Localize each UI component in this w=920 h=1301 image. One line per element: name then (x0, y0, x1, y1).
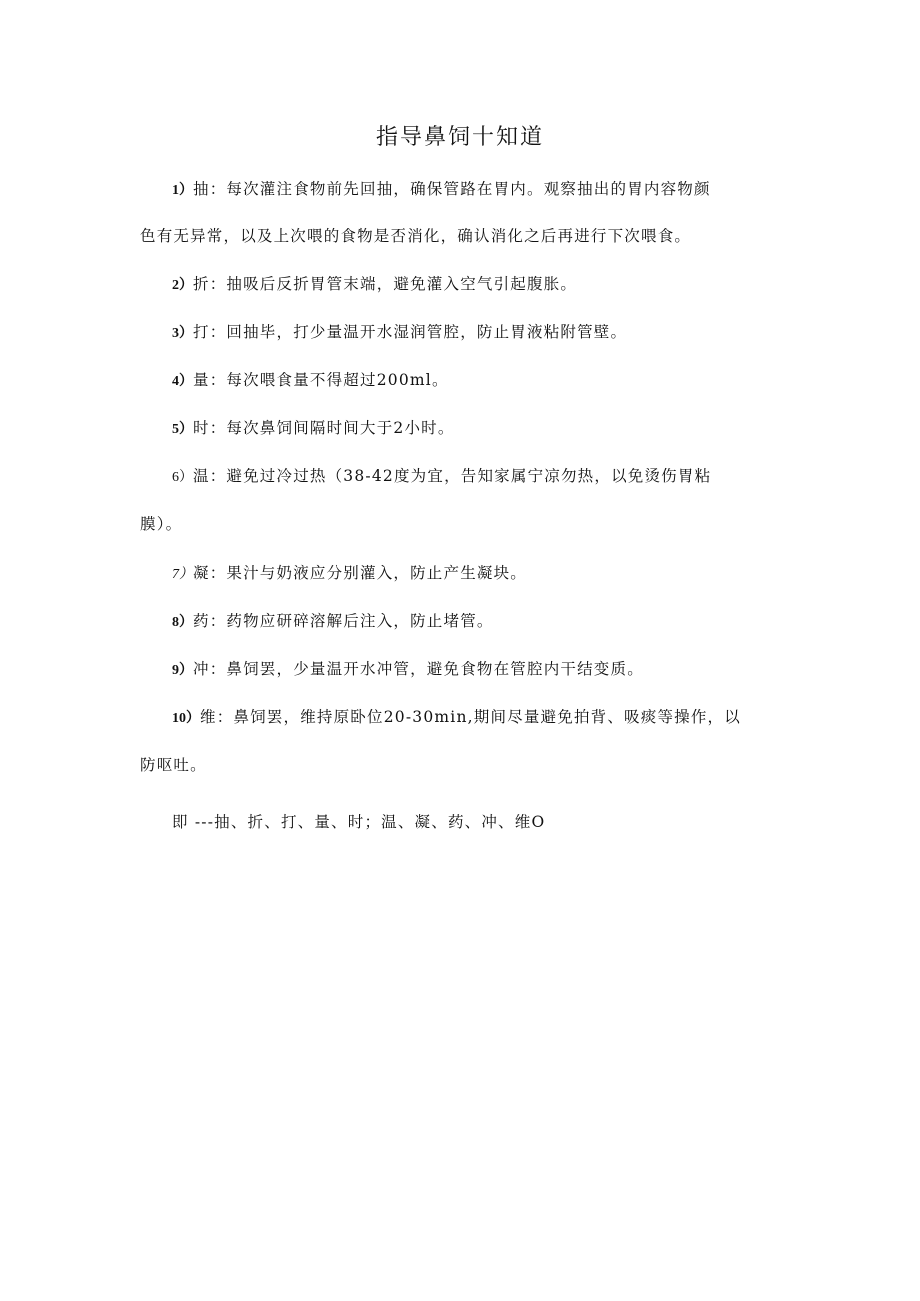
item-number: 2） (172, 278, 193, 293)
list-item-1 (172, 177, 711, 203)
list-item-5 (172, 416, 455, 442)
list-item-1-continuation (140, 224, 691, 248)
item-text: 冲：鼻饲罢，少量温开水冲管，避免食物在管腔内干结变质。 (193, 660, 644, 678)
item-text: 药：药物应研碎溶解后注入，防止堵管。 (193, 612, 494, 630)
item-number: 4） (172, 374, 193, 389)
list-item-9 (172, 657, 644, 683)
item-number: 7） (172, 567, 193, 582)
document-title: 指导鼻饲十知道 (375, 125, 544, 150)
list-item-7 (172, 561, 527, 587)
list-item-8 (172, 609, 494, 635)
item-text: 量：每次喂食量不得超过200ml。 (193, 371, 449, 389)
list-item-2 (172, 272, 577, 298)
list-item-3 (172, 320, 627, 346)
item-text: 维：鼻饲罢，维持原卧位20-30min,期间尽量避免拍背、吸痰等操作，以 (200, 708, 741, 726)
item-text: 打：回抽毕，打少量温开水湿润管腔，防止胃液粘附管壁。 (193, 323, 628, 341)
item-number: 1） (172, 183, 193, 198)
list-item-10-continuation (140, 753, 207, 777)
list-item-4 (172, 368, 449, 394)
summary-line (172, 810, 545, 834)
item-text-continued: 防呕吐。 (140, 756, 207, 774)
item-text: 时：每次鼻饲间隔时间大于2小时。 (193, 419, 455, 437)
item-number: 3） (172, 326, 193, 341)
item-text: 温：避免过冷过热（38-42度为宜，告知家属宁凉勿热，以免烫伤胃粘 (193, 467, 712, 485)
summary-text: 即 ---抽、折、打、量、时；温、凝、药、冲、维O (172, 813, 546, 831)
item-number: 10） (172, 711, 200, 726)
item-text-continued: 色有无异常，以及上次喂的食物是否消化，确认消化之后再进行下次喂食。 (140, 227, 692, 245)
item-number: 6） (172, 470, 193, 485)
list-item-6-continuation (140, 512, 182, 536)
item-number: 5） (172, 422, 193, 437)
item-text: 抽：每次灌注食物前先回抽，确保管路在胃内。观察抽出的胃内容物颜 (193, 180, 711, 198)
item-text-continued: 膜）。 (140, 515, 183, 533)
item-number: 9） (172, 663, 193, 678)
item-number: 8） (172, 615, 193, 630)
item-text: 折：抽吸后反折胃管末端，避免灌入空气引起腹胀。 (193, 275, 578, 293)
list-item-10 (172, 705, 741, 731)
item-text: 凝：果汁与奶液应分别灌入，防止产生凝块。 (193, 564, 528, 582)
list-item-6 (172, 464, 711, 490)
